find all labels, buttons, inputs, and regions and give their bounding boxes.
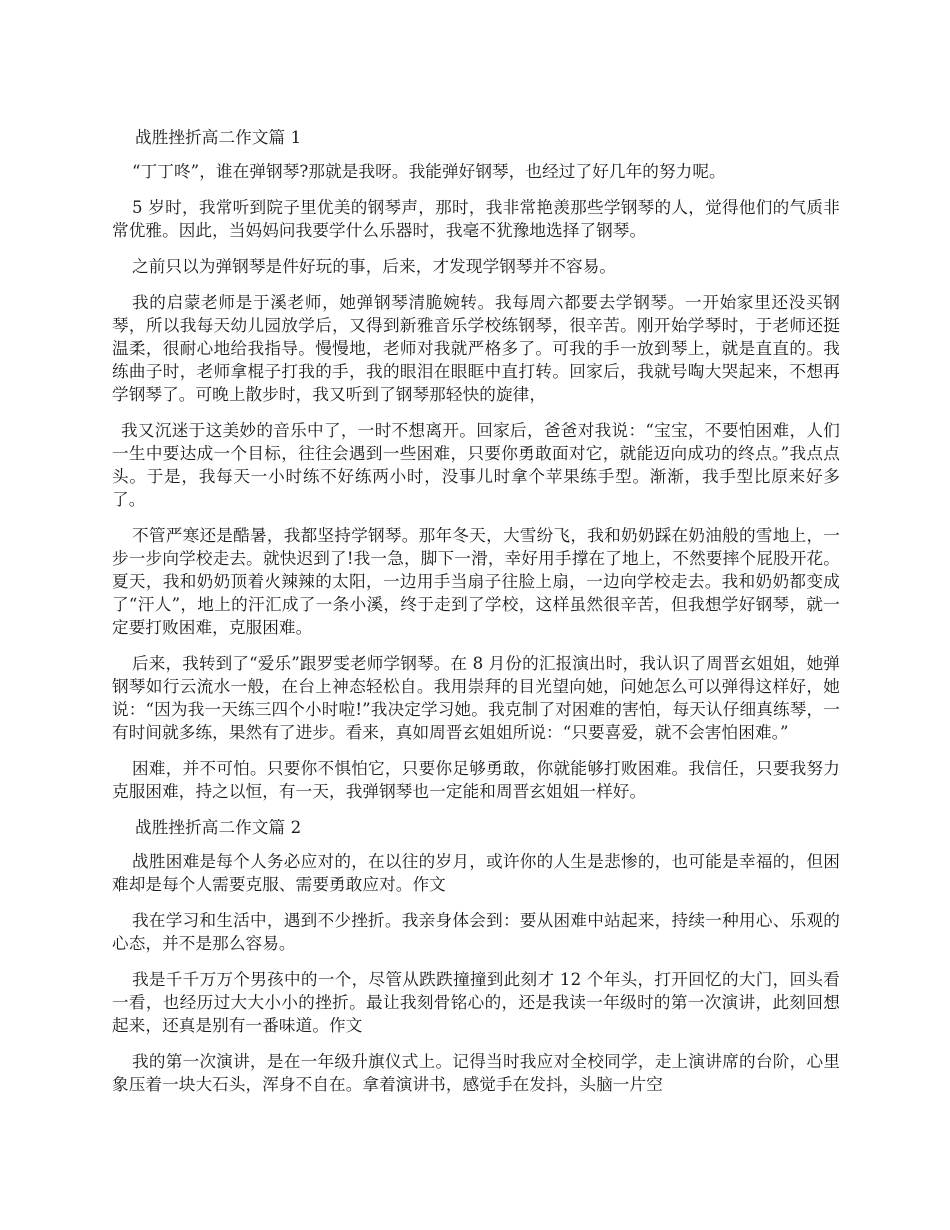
section-heading: 战胜挫折高二作文篇 2 (135, 818, 302, 837)
paragraph: 我是千千万万个男孩中的一个，尽管从跌跌撞撞到此刻才 12 个年头，打开回忆的大门，回头看一看，也经历过大大小小的挫折。最让我刻骨铭心的，还是我读一年级时的第一次演讲，此刻回想起来，还真是别有一番味道。作文 (112, 970, 840, 1035)
paragraph: 5 岁时，我常听到院子里优美的钢琴声，那时，我非常艳羡那些学钢琴的人，觉得他们的气质非常优雅。因此，当妈妈问我要学什么乐器时，我毫不犹豫地选择了钢琴。 (112, 198, 840, 240)
paragraph: 我又沉迷于这美妙的音乐中了，一时不想离开。回家后，爸爸对我说：“宝宝，不要怕困难，人们一生中要达成一个目标，往往会遇到一些困难，只要你勇敢面对它，就能迈向成功的终点。”我点点头。于是，我每天一小时练不好练两小时，没事儿时拿个苹果练手型。渐渐，我手型比原来好多了。 (112, 421, 840, 509)
paragraph: “丁丁咚”，谁在弹钢琴?那就是我呀。我能弹好钢琴，也经过了好几年的努力呢。 (132, 162, 726, 181)
paragraph: 战胜困难是每个人务必应对的，在以往的岁月，或许你的人生是悲惨的，也可能是幸福的，但困难却是每个人需要克服、需要勇敢应对。作文 (112, 852, 840, 894)
paragraph: 困难，并不可怕。只要你不惧怕它，只要你足够勇敢，你就能够打败困难。我信任，只要我努力克服困难，持之以恒，有一天，我弹钢琴也一定能和周晋玄姐姐一样好。 (112, 759, 840, 801)
paragraph: 我的第一次演讲，是在一年级升旗仪式上。记得当时我应对全校同学，走上演讲席的台阶，心里象压着一块大石头，浑身不自在。拿着演讲书，感觉手在发抖，头脑一片空 (112, 1052, 840, 1094)
paragraph: 我在学习和生活中，遇到不少挫折。我亲身体会到：要从困难中站起来，持续一种用心、乐观的心态，并不是那么容易。 (112, 911, 840, 953)
paragraph: 我的启蒙老师是于溪老师，她弹钢琴清脆婉转。我每周六都要去学钢琴。一开始家里还没买钢琴，所以我每天幼儿园放学后，又得到新雅音乐学校练钢琴，很辛苦。刚开始学琴时，于老师还挺温柔，很耐心地给我指导。慢慢地，老师对我就严格多了。可我的手一放到琴上，就是直直的。我练曲子时，老师拿棍子打我的手，我的眼泪在眼眶中直打转。回家后，我就号啕大哭起来，不想再学钢琴了。可晚上散步时，我又听到了钢琴那轻快的旋律， (112, 293, 840, 404)
paragraph: 后来，我转到了“爱乐”跟罗雯老师学钢琴。在 8 月份的汇报演出时，我认识了周晋玄姐姐，她弹钢琴如行云流水一般，在台上神态轻松自。我用崇拜的目光望向她，问她怎么可以弹得这样好，她说：“因为我一天练三四个小时啦!”我决定学习她。我克制了对困难的害怕，每天认仔细真练琴，一有时间就多练，果然有了进步。看来，真如周晋玄姐姐所说：“只要喜爱，就不会害怕困难。” (112, 654, 840, 742)
article-body (112, 126, 840, 1109)
paragraph: 之前只以为弹钢琴是件好玩的事，后来，才发现学钢琴并不容易。 (132, 257, 617, 276)
section-heading: 战胜挫折高二作文篇 1 (135, 128, 302, 147)
paragraph: 不管严寒还是酷暑，我都坚持学钢琴。那年冬天，大雪纷飞，我和奶奶踩在奶油般的雪地上，一步一步向学校走去。就快迟到了!我一急，脚下一滑，幸好用手撑在了地上，不然要摔个屁股开花。夏天，我和奶奶顶着火辣辣的太阳，一边用手当扇子往脸上扇，一边向学校走去。我和奶奶都变成了“汗人”，地上的汗汇成了一条小溪，终于走到了学校，这样虽然很辛苦，但我想学好钢琴，就一定要打败困难，克服困难。 (112, 526, 840, 637)
